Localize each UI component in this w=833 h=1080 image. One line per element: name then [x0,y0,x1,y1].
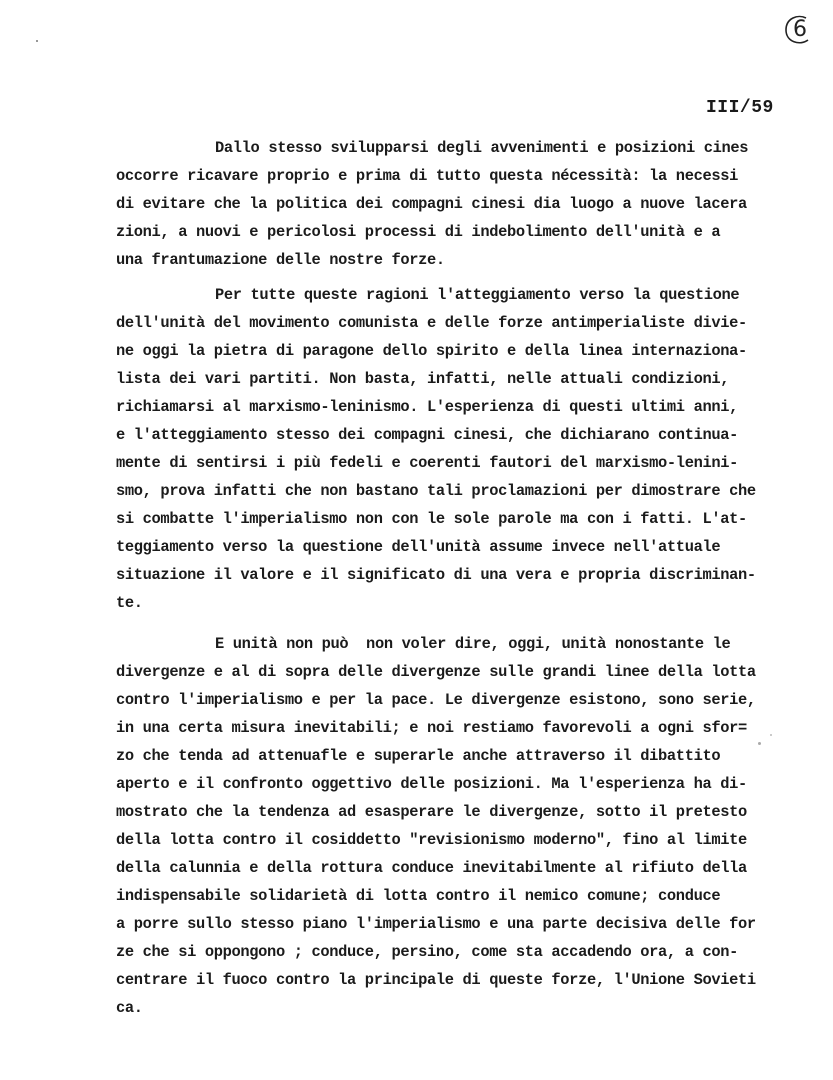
text-line: smo, prova infatti che non bastano tali proclamazioni per dimostrare che [116,482,756,500]
scan-speck [770,734,772,736]
text-line: ze che si oppongono ; conduce, persino, come sta accadendo ora, a con- [116,943,739,961]
text-line: Dallo stesso svilupparsi degli avvenimenti e posizioni cines [215,139,749,157]
text-line: contro l'imperialismo e per la pace. Le divergenze esistono, sono serie, [116,691,756,709]
page-number: III/59 [706,98,774,118]
scan-speck [758,742,761,745]
text-line: richiamarsi al marxismo-leninismo. L'esperienza di questi ultimi anni, [116,398,739,416]
text-line: e l'atteggiamento stesso dei compagni cinesi, che dichiarano continua- [116,426,739,444]
text-line: ca. [116,999,143,1017]
text-line: centrare il fuoco contro la principale di queste forze, l'Unione Sovieti [116,971,756,989]
corner-number: 6 [793,17,807,42]
text-line: teggiamento verso la questione dell'unità assume invece nell'attuale [116,538,721,556]
text-line: zo che tenda ad attenuafle e superarle anche attraverso il dibattito [116,747,721,765]
text-line: te. [116,594,143,612]
text-line: Per tutte queste ragioni l'atteggiamento verso la questione [215,286,740,304]
text-line: zioni, a nuovi e pericolosi processi di indebolimento dell'unità e a [116,223,721,241]
text-line: della calunnia e della rottura conduce inevitabilmente al rifiuto della [116,859,747,877]
text-line: ne oggi la pietra di paragone dello spirito e della linea internaziona- [116,342,747,360]
text-line: lista dei vari partiti. Non basta, infatti, nelle attuali condizioni, [116,370,730,388]
text-line: divergenze e al di sopra delle divergenze sulle grandi linee della lotta [116,663,756,681]
scan-speck [36,40,38,42]
text-line: indispensabile solidarietà di lotta contro il nemico comune; conduce [116,887,721,905]
text-line: mostrato che la tendenza ad esasperare le divergenze, sotto il pretesto [116,803,747,821]
text-line: E unità non può non voler dire, oggi, unità nonostante le [215,635,731,653]
text-line: occorre ricavare proprio e prima di tutto questa nécessità: la necessi [116,167,739,185]
text-line: dell'unità del movimento comunista e delle forze antimperialiste divie- [116,314,747,332]
text-line: si combatte l'imperialismo non con le sole parole ma con i fatti. L'at- [116,510,747,528]
text-line: in una certa misura inevitabili; e noi restiamo favorevoli a ogni sfor= [116,719,747,737]
corner-circled-number [782,12,812,48]
text-line: una frantumazione delle nostre forze. [116,251,445,269]
text-line: di evitare che la politica dei compagni cinesi dia luogo a nuove lacera [116,195,747,213]
text-line: situazione il valore e il significato di una vera e propria discriminan- [116,566,756,584]
text-line: mente di sentirsi i più fedeli e coerenti fautori del marxismo-lenini- [116,454,739,472]
text-line: aperto e il confronto oggettivo delle posizioni. Ma l'esperienza ha di- [116,775,747,793]
text-line: della lotta contro il cosiddetto "revisionismo moderno", fino al limite [116,831,747,849]
text-line: a porre sullo stesso piano l'imperialismo e una parte decisiva delle for [116,915,756,933]
